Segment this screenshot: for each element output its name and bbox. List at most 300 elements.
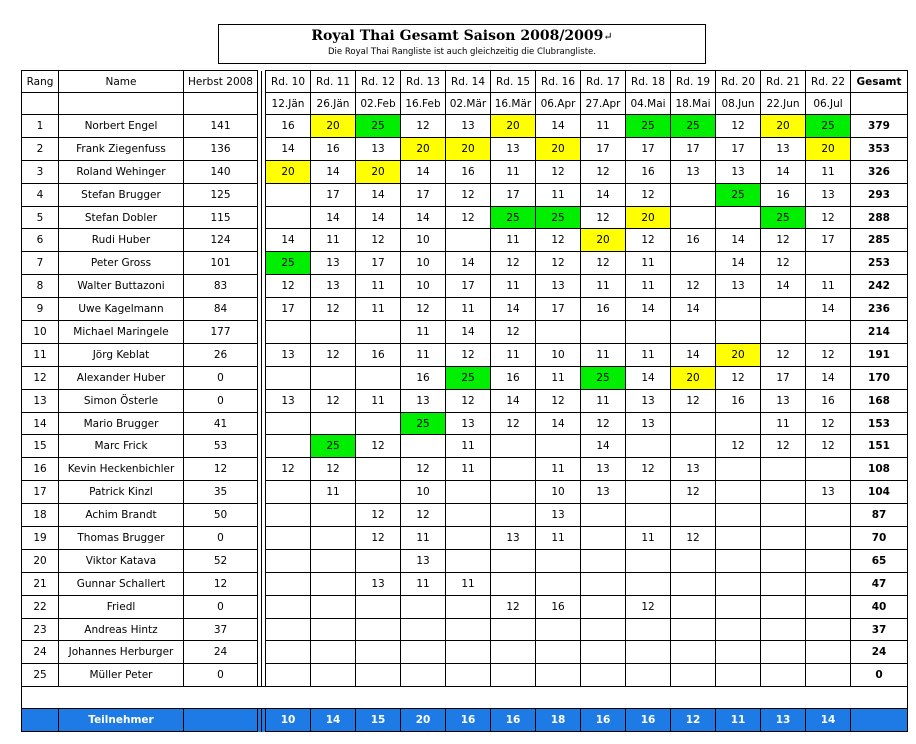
empty-cell (184, 709, 258, 732)
round-score (491, 664, 536, 687)
table-row (22, 389, 908, 412)
round-score: 25 (446, 366, 491, 389)
round-score (626, 481, 671, 504)
round-score: 20 (446, 137, 491, 160)
round-score (536, 618, 581, 641)
ranking-table-wrap (21, 70, 908, 732)
round-score: 11 (401, 572, 446, 595)
round-score: 20 (581, 229, 626, 252)
round-score: 11 (626, 343, 671, 366)
empty-cell (851, 709, 908, 732)
player-name: Simon Österle (59, 389, 184, 412)
round-score: 17 (266, 298, 311, 321)
round-score: 17 (761, 366, 806, 389)
round-score (356, 481, 401, 504)
round-score (446, 229, 491, 252)
round-score (626, 572, 671, 595)
round-score: 11 (491, 229, 536, 252)
table-row (22, 183, 908, 206)
round-score (761, 618, 806, 641)
header-round: Rd. 13 (401, 71, 446, 93)
round-score: 14 (491, 389, 536, 412)
round-score (356, 412, 401, 435)
round-score: 25 (716, 183, 761, 206)
spacer-cell (22, 687, 908, 709)
herbst-points: 136 (184, 137, 258, 160)
round-score: 12 (491, 412, 536, 435)
round-score (761, 298, 806, 321)
round-score: 11 (491, 343, 536, 366)
round-score: 12 (671, 275, 716, 298)
round-score: 12 (446, 183, 491, 206)
round-score (716, 321, 761, 344)
empty-cell (184, 93, 258, 115)
round-score (626, 435, 671, 458)
header-rang: Rang (22, 71, 59, 93)
round-score: 16 (806, 389, 851, 412)
round-score (491, 504, 536, 527)
round-score (266, 618, 311, 641)
round-score (806, 595, 851, 618)
rank-cell: 15 (22, 435, 59, 458)
round-score (311, 412, 356, 435)
round-score (266, 366, 311, 389)
round-score: 12 (311, 298, 356, 321)
return-mark: ↵ (603, 30, 613, 43)
round-score: 20 (311, 115, 356, 138)
player-name: Müller Peter (59, 664, 184, 687)
round-score (716, 527, 761, 550)
round-score: 12 (761, 343, 806, 366)
round-score: 14 (536, 115, 581, 138)
header-round: Rd. 11 (311, 71, 356, 93)
rank-cell: 9 (22, 298, 59, 321)
round-score: 25 (536, 206, 581, 229)
round-score: 11 (491, 160, 536, 183)
round-score: 12 (761, 252, 806, 275)
header-date: 16.Mär (491, 93, 536, 115)
round-score: 11 (581, 115, 626, 138)
header-date: 02.Feb (356, 93, 401, 115)
round-score: 11 (536, 527, 581, 550)
rank-cell: 10 (22, 321, 59, 344)
participant-count: 15 (356, 709, 401, 732)
herbst-points: 24 (184, 641, 258, 664)
round-score: 12 (806, 206, 851, 229)
table-row (22, 366, 908, 389)
round-score (401, 664, 446, 687)
round-score: 25 (401, 412, 446, 435)
player-name: Achim Brandt (59, 504, 184, 527)
round-score: 11 (446, 298, 491, 321)
round-score: 13 (761, 389, 806, 412)
round-score: 14 (446, 321, 491, 344)
round-score (491, 481, 536, 504)
herbst-points: 115 (184, 206, 258, 229)
round-score: 12 (806, 343, 851, 366)
header-round: Rd. 10 (266, 71, 311, 93)
rank-cell: 8 (22, 275, 59, 298)
round-score: 17 (581, 137, 626, 160)
round-score (671, 618, 716, 641)
round-score (671, 504, 716, 527)
player-name: Kevin Heckenbichler (59, 458, 184, 481)
player-name: Rudi Huber (59, 229, 184, 252)
herbst-points: 37 (184, 618, 258, 641)
participant-count: 14 (806, 709, 851, 732)
round-score: 16 (491, 366, 536, 389)
rank-cell: 22 (22, 595, 59, 618)
round-score (446, 595, 491, 618)
player-name: Patrick Kinzl (59, 481, 184, 504)
header-round: Rd. 16 (536, 71, 581, 93)
round-score (806, 458, 851, 481)
rank-cell: 19 (22, 527, 59, 550)
round-score: 13 (536, 504, 581, 527)
total-points: 37 (851, 618, 908, 641)
player-name: Peter Gross (59, 252, 184, 275)
player-name: Michael Maringele (59, 321, 184, 344)
round-score (716, 641, 761, 664)
round-score (671, 321, 716, 344)
table-row (22, 549, 908, 572)
header-round: Rd. 20 (716, 71, 761, 93)
round-score: 11 (581, 389, 626, 412)
herbst-points: 83 (184, 275, 258, 298)
round-score: 11 (581, 275, 626, 298)
player-name: Uwe Kagelmann (59, 298, 184, 321)
round-score: 12 (536, 252, 581, 275)
header-round: Rd. 21 (761, 71, 806, 93)
herbst-points: 0 (184, 595, 258, 618)
round-score (446, 549, 491, 572)
herbst-points: 141 (184, 115, 258, 138)
total-points: 151 (851, 435, 908, 458)
herbst-points: 125 (184, 183, 258, 206)
round-score: 14 (536, 412, 581, 435)
header-date: 08.Jun (716, 93, 761, 115)
round-score (671, 435, 716, 458)
round-score: 14 (311, 206, 356, 229)
rank-cell: 4 (22, 183, 59, 206)
rank-cell: 13 (22, 389, 59, 412)
round-score (311, 321, 356, 344)
herbst-points: 52 (184, 549, 258, 572)
player-name: Stefan Dobler (59, 206, 184, 229)
header-date: 02.Mär (446, 93, 491, 115)
round-score (446, 618, 491, 641)
round-score (581, 549, 626, 572)
participant-count: 16 (446, 709, 491, 732)
round-score (536, 664, 581, 687)
round-score: 20 (536, 137, 581, 160)
round-score: 12 (581, 252, 626, 275)
round-score (581, 618, 626, 641)
rank-cell: 6 (22, 229, 59, 252)
round-score: 17 (716, 137, 761, 160)
table-row (22, 481, 908, 504)
herbst-points: 26 (184, 343, 258, 366)
table-row (22, 572, 908, 595)
date-row (22, 93, 908, 115)
round-score: 16 (761, 183, 806, 206)
round-score (671, 641, 716, 664)
player-name: Norbert Engel (59, 115, 184, 138)
round-score: 16 (581, 298, 626, 321)
round-score (761, 595, 806, 618)
total-points: 87 (851, 504, 908, 527)
round-score (761, 458, 806, 481)
round-score (716, 595, 761, 618)
round-score: 20 (671, 366, 716, 389)
round-score: 25 (806, 115, 851, 138)
participant-count: 11 (716, 709, 761, 732)
round-score (491, 641, 536, 664)
round-score: 14 (626, 298, 671, 321)
rank-cell: 21 (22, 572, 59, 595)
round-score: 17 (491, 183, 536, 206)
total-points: 170 (851, 366, 908, 389)
round-score: 17 (446, 275, 491, 298)
round-score: 13 (311, 252, 356, 275)
round-score: 17 (626, 137, 671, 160)
round-score: 13 (671, 160, 716, 183)
round-score: 12 (311, 389, 356, 412)
herbst-points: 41 (184, 412, 258, 435)
round-score: 10 (536, 481, 581, 504)
round-score: 14 (716, 252, 761, 275)
round-score: 12 (536, 389, 581, 412)
round-score: 12 (356, 229, 401, 252)
participants-row (22, 709, 908, 732)
round-score: 11 (761, 412, 806, 435)
round-score: 14 (356, 206, 401, 229)
table-row (22, 641, 908, 664)
round-score (401, 435, 446, 458)
round-score: 13 (446, 115, 491, 138)
rank-cell: 23 (22, 618, 59, 641)
round-score: 13 (626, 389, 671, 412)
round-score (671, 595, 716, 618)
round-score: 11 (356, 389, 401, 412)
empty-cell (851, 93, 908, 115)
rank-cell: 5 (22, 206, 59, 229)
round-score: 12 (626, 229, 671, 252)
round-score: 12 (671, 389, 716, 412)
round-score: 12 (401, 458, 446, 481)
total-points: 285 (851, 229, 908, 252)
rank-cell: 3 (22, 160, 59, 183)
round-score (581, 664, 626, 687)
round-score (446, 481, 491, 504)
round-score: 14 (581, 435, 626, 458)
round-score: 16 (446, 160, 491, 183)
round-score: 11 (446, 435, 491, 458)
round-score: 12 (446, 206, 491, 229)
round-score (401, 641, 446, 664)
participant-count: 16 (581, 709, 626, 732)
header-herbst: Herbst 2008 (184, 71, 258, 93)
round-score (671, 252, 716, 275)
round-score: 12 (671, 527, 716, 550)
rank-cell: 20 (22, 549, 59, 572)
round-score: 13 (356, 572, 401, 595)
round-score: 20 (626, 206, 671, 229)
header-row (22, 71, 908, 93)
round-score (716, 206, 761, 229)
round-score: 17 (401, 183, 446, 206)
round-score (356, 366, 401, 389)
round-score: 13 (446, 412, 491, 435)
round-score (266, 527, 311, 550)
round-score (491, 549, 536, 572)
round-score (626, 321, 671, 344)
round-score: 13 (716, 160, 761, 183)
round-score: 12 (806, 412, 851, 435)
round-score: 12 (401, 115, 446, 138)
header-round: Rd. 14 (446, 71, 491, 93)
empty-cell (22, 709, 59, 732)
rank-cell: 2 (22, 137, 59, 160)
round-score (671, 206, 716, 229)
total-points: 353 (851, 137, 908, 160)
round-score (491, 458, 536, 481)
table-row (22, 229, 908, 252)
round-score (671, 549, 716, 572)
round-score: 25 (311, 435, 356, 458)
round-score: 20 (401, 137, 446, 160)
round-score (761, 641, 806, 664)
round-score: 25 (581, 366, 626, 389)
round-score: 16 (626, 160, 671, 183)
round-score: 11 (356, 298, 401, 321)
round-score: 11 (446, 458, 491, 481)
total-points: 168 (851, 389, 908, 412)
round-score (806, 321, 851, 344)
round-score: 14 (671, 343, 716, 366)
round-score: 12 (581, 412, 626, 435)
player-name: Viktor Katava (59, 549, 184, 572)
round-score (311, 618, 356, 641)
table-row (22, 527, 908, 550)
round-score: 12 (446, 343, 491, 366)
round-score (671, 572, 716, 595)
herbst-points: 177 (184, 321, 258, 344)
total-points: 236 (851, 298, 908, 321)
round-score: 10 (401, 229, 446, 252)
player-name: Thomas Brugger (59, 527, 184, 550)
player-name: Stefan Brugger (59, 183, 184, 206)
round-score (266, 572, 311, 595)
round-score: 12 (716, 366, 761, 389)
round-score (446, 527, 491, 550)
round-score: 25 (491, 206, 536, 229)
round-score: 11 (446, 572, 491, 595)
round-score (581, 641, 626, 664)
round-score (671, 183, 716, 206)
round-score (266, 595, 311, 618)
round-score: 12 (716, 435, 761, 458)
round-score: 11 (536, 183, 581, 206)
round-score: 12 (491, 321, 536, 344)
round-score: 12 (356, 527, 401, 550)
round-score (761, 481, 806, 504)
round-score: 14 (356, 183, 401, 206)
round-score: 13 (536, 275, 581, 298)
participant-count: 13 (761, 709, 806, 732)
rank-cell: 12 (22, 366, 59, 389)
round-score (536, 641, 581, 664)
round-score (761, 549, 806, 572)
round-score (356, 618, 401, 641)
round-score: 13 (806, 183, 851, 206)
round-score (716, 458, 761, 481)
header-round: Rd. 22 (806, 71, 851, 93)
player-name: Roland Wehinger (59, 160, 184, 183)
round-score (761, 572, 806, 595)
round-score: 14 (806, 298, 851, 321)
round-score (356, 595, 401, 618)
page-title: Royal Thai Gesamt Saison 2008/2009↵ (311, 28, 613, 44)
round-score: 13 (401, 389, 446, 412)
round-score (581, 572, 626, 595)
round-score: 12 (266, 275, 311, 298)
participant-count: 20 (401, 709, 446, 732)
herbst-points: 84 (184, 298, 258, 321)
herbst-points: 0 (184, 664, 258, 687)
total-points: 293 (851, 183, 908, 206)
round-score: 13 (491, 137, 536, 160)
round-score: 11 (401, 321, 446, 344)
header-date: 12.Jän (266, 93, 311, 115)
round-score: 12 (626, 183, 671, 206)
header-round: Rd. 15 (491, 71, 536, 93)
round-score (806, 252, 851, 275)
total-points: 47 (851, 572, 908, 595)
round-score: 16 (266, 115, 311, 138)
header-date: 06.Jul (806, 93, 851, 115)
round-score: 12 (536, 160, 581, 183)
round-score: 25 (671, 115, 716, 138)
round-score: 11 (311, 229, 356, 252)
player-name: Johannes Herburger (59, 641, 184, 664)
round-score: 11 (806, 275, 851, 298)
round-score (266, 641, 311, 664)
round-score: 14 (311, 160, 356, 183)
player-name: Friedl (59, 595, 184, 618)
total-points: 191 (851, 343, 908, 366)
round-score: 14 (266, 229, 311, 252)
table-row (22, 504, 908, 527)
round-score (356, 641, 401, 664)
rank-cell: 25 (22, 664, 59, 687)
round-score: 11 (536, 458, 581, 481)
table-row (22, 298, 908, 321)
round-score (581, 504, 626, 527)
total-points: 379 (851, 115, 908, 138)
spacer-row (22, 687, 908, 709)
round-score (626, 549, 671, 572)
round-score (806, 504, 851, 527)
participant-count: 12 (671, 709, 716, 732)
table-row (22, 343, 908, 366)
total-points: 153 (851, 412, 908, 435)
round-score (266, 481, 311, 504)
participant-count: 10 (266, 709, 311, 732)
rank-cell: 14 (22, 412, 59, 435)
round-score (266, 183, 311, 206)
round-score (806, 549, 851, 572)
